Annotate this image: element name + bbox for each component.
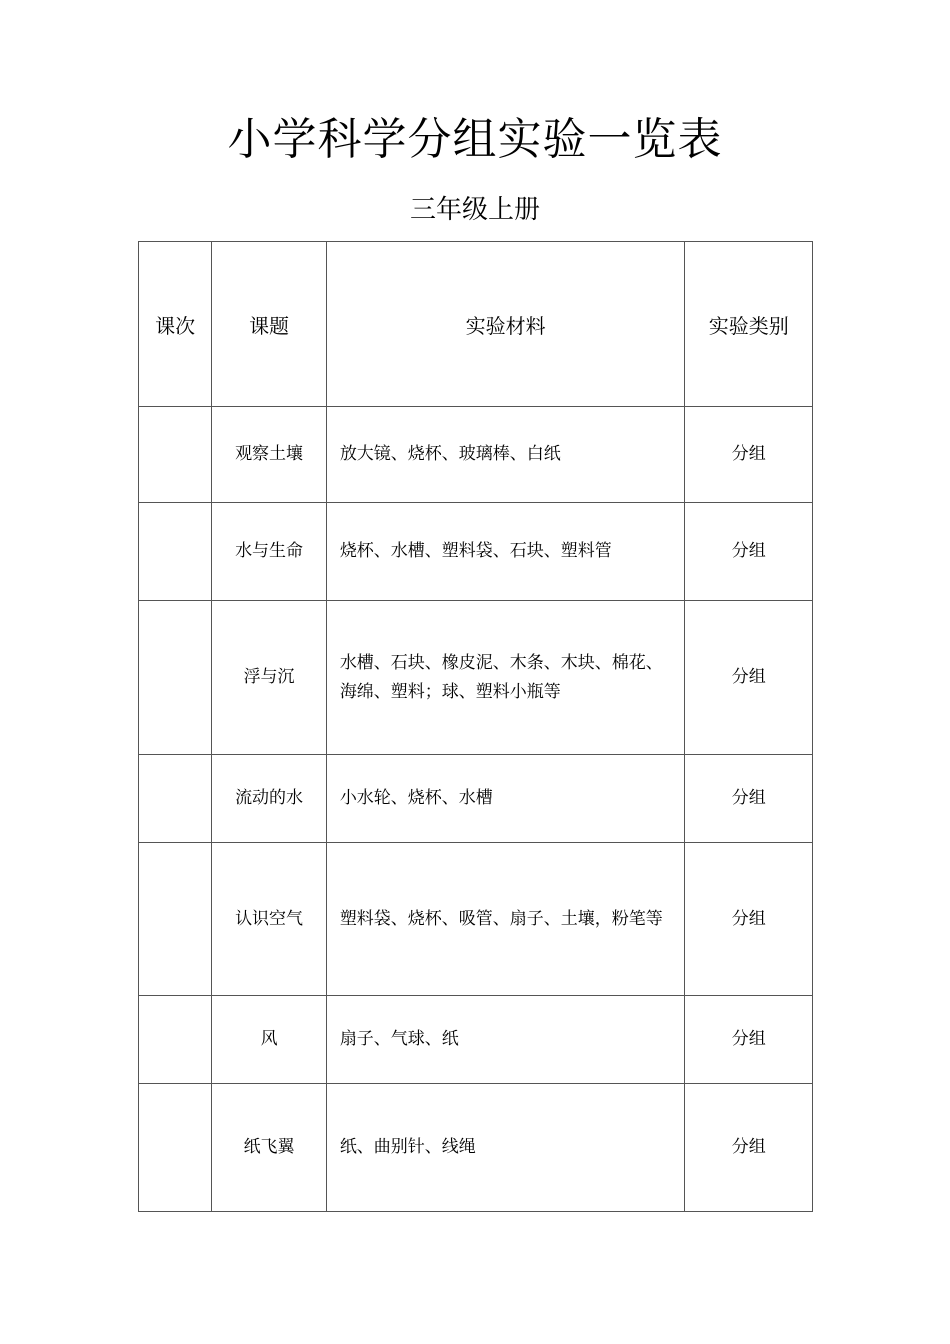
topic-cell: 水与生命 [212,503,327,601]
topic-cell: 浮与沉 [212,601,327,755]
header-type: 实验类别 [685,242,813,407]
type-cell: 分组 [685,407,813,503]
lesson-cell [139,407,212,503]
topic-cell: 风 [212,996,327,1084]
table-row [139,843,813,996]
materials-cell: 放大镜、烧杯、玻璃棒、白纸 [326,407,685,503]
table-row [139,407,813,503]
lesson-cell [139,996,212,1084]
materials-cell: 纸、曲别针、线绳 [326,1084,685,1212]
type-cell: 分组 [685,996,813,1084]
type-cell: 分组 [685,1084,813,1212]
topic-cell: 观察土壤 [212,407,327,503]
table-row [139,503,813,601]
topic-cell: 纸飞翼 [212,1084,327,1212]
page-subtitle: 三年级上册 [409,195,540,225]
materials-cell: 塑料袋、烧杯、吸管、扇子、土壤，粉笔等 [326,843,685,996]
page-title: 小学科学分组实验一览表 [227,114,723,165]
table-row [139,996,813,1084]
materials-cell: 扇子、气球、纸 [326,996,685,1084]
materials-cell: 小水轮、烧杯、水槽 [326,755,685,843]
lesson-cell [139,755,212,843]
materials-cell: 烧杯、水槽、塑料袋、石块、塑料管 [326,503,685,601]
table-header-row [139,242,813,407]
materials-cell: 水槽、石块、橡皮泥、木条、木块、棉花、海绵、塑料；球、塑料小瓶等 [326,601,685,755]
experiment-table [138,241,813,1212]
type-cell: 分组 [685,503,813,601]
lesson-cell [139,601,212,755]
table-row [139,601,813,755]
topic-cell: 认识空气 [212,843,327,996]
topic-cell: 流动的水 [212,755,327,843]
lesson-cell [139,503,212,601]
lesson-cell [139,1084,212,1212]
header-lesson: 课次 [139,242,212,407]
type-cell: 分组 [685,755,813,843]
type-cell: 分组 [685,843,813,996]
header-materials: 实验材料 [326,242,685,407]
header-topic: 课题 [212,242,327,407]
type-cell: 分组 [685,601,813,755]
lesson-cell [139,843,212,996]
table-row [139,1084,813,1212]
table-row [139,755,813,843]
